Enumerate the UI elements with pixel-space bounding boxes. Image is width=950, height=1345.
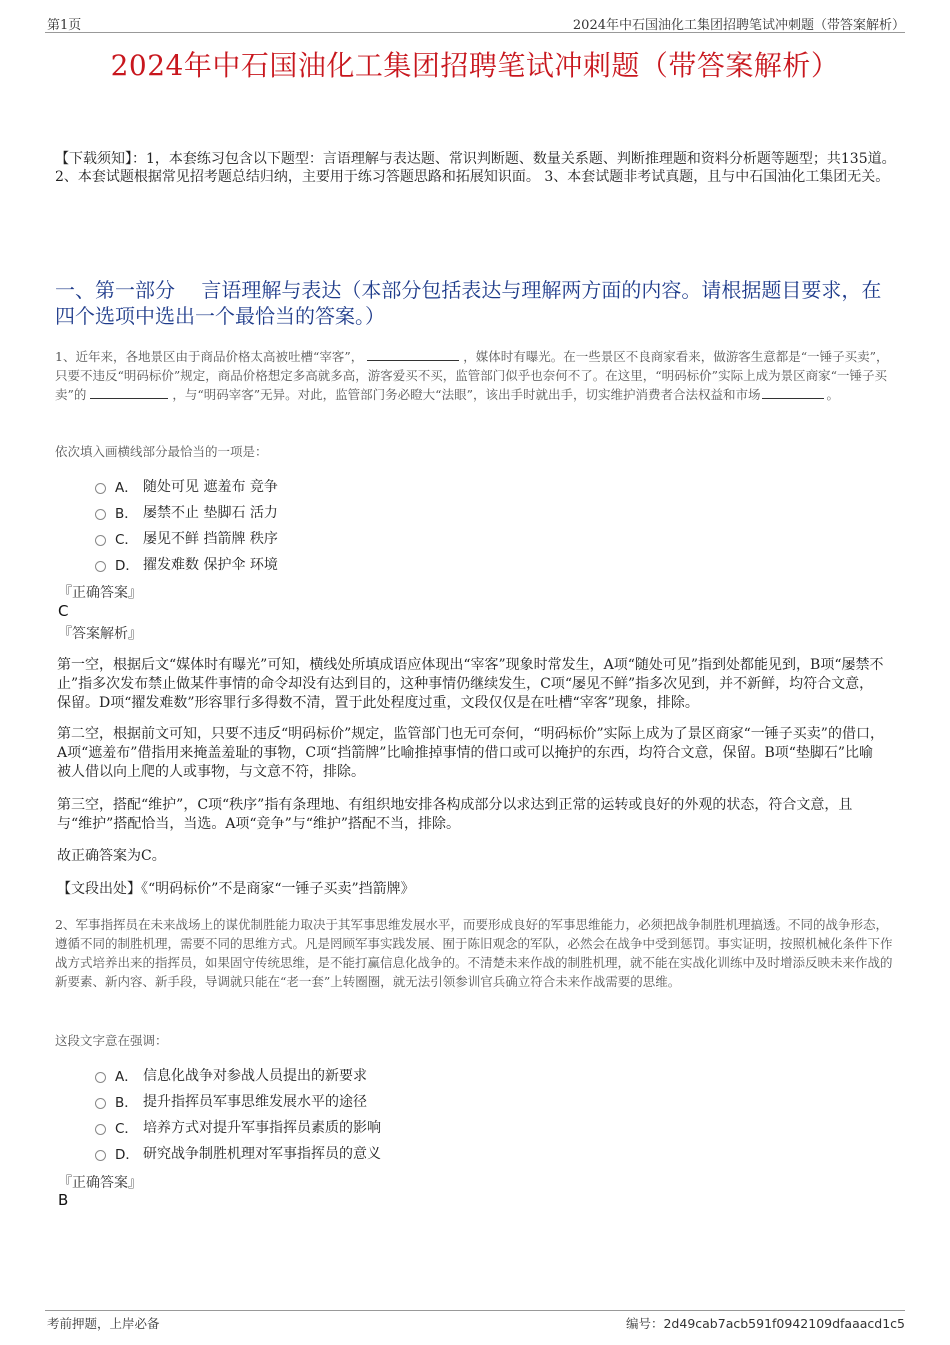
- analysis-paragraph-3: 第三空，搭配“维护”，C项“秩序”指有条理地、有组织地安排各构成部分以求达到正常的运转或良好的外观的状态，符合文意，且与“维护”搭配恰当，当选。A项“竞争”与“维护”搭配不当，排除。: [57, 797, 853, 832]
- radio-icon[interactable]: [95, 1150, 106, 1161]
- blank-2: [90, 386, 168, 399]
- correct-answer: C: [58, 602, 69, 620]
- analysis-conclusion: 故正确答案为C。: [57, 848, 166, 864]
- option-text: 擢发难数 保护伞 环境: [143, 557, 278, 573]
- question-1-text-d: 。: [826, 387, 839, 402]
- question-1-stem: [55, 347, 900, 404]
- option-text: 信息化战争对参战人员提出的新要求: [143, 1068, 367, 1084]
- option-letter: D．: [115, 558, 139, 574]
- footer-divider: [45, 1310, 905, 1311]
- radio-icon[interactable]: [95, 1098, 106, 1109]
- option-a[interactable]: [95, 473, 278, 499]
- section-heading: 一、第一部分 言语理解与表达（本部分包括表达与理解两方面的内容。请根据题目要求，在四个选项中选出一个最恰当的答案。）: [55, 278, 882, 328]
- radio-icon[interactable]: [95, 1072, 106, 1083]
- option-letter: A．: [115, 1069, 138, 1085]
- option-text: 随处可见 遮羞布 竞争: [143, 479, 278, 495]
- radio-icon[interactable]: [95, 1124, 106, 1135]
- blank-1: [367, 348, 459, 361]
- option-letter: C．: [115, 532, 138, 548]
- footer-code: [626, 1314, 905, 1332]
- option-b[interactable]: [95, 1088, 381, 1114]
- option-letter: B．: [115, 1095, 138, 1111]
- radio-icon[interactable]: [95, 535, 106, 546]
- option-text: 研究战争制胜机理对军事指挥员的意义: [143, 1146, 381, 1162]
- option-d[interactable]: [95, 1140, 381, 1166]
- option-text: 屡见不鲜 挡箭牌 秩序: [143, 531, 278, 547]
- footer-slogan: 考前押题，上岸必备: [47, 1316, 160, 1331]
- question-1-text-a: 1、近年来，各地景区由于商品价格太高被吐槽“宰客”，: [55, 349, 364, 364]
- analysis-paragraph-1: 第一空，根据后文“媒体时有曝光”可知，横线处所填成语应体现出“宰客”现象时常发生，A项“随处可见”指到处都能见到，B项“屡禁不止”指多次发布禁止做某件事情的命令却没有达到目的，这种事情仍继续发生，C项“屡见不鲜”指多次见到，并不新鲜，均符合文意，保留。D项“擢发难数”形容罪行多得数不清，置于此处程度过重，文段仅仅是在吐槽“宰客”现象，排除。: [57, 657, 884, 711]
- option-d[interactable]: [95, 551, 278, 577]
- question-1-text-b: ，媒体时有曝光。在一些景区不良商家看来，做游客生意都是“一锤子买卖”，只要不违反“明码标价”规定，商品价格想定多高就多高，游客爱买不买，监管部门似乎也奈何不了。在这里，“明码标价”实际上成为景区商家“一锤子买卖”的: [55, 349, 889, 402]
- correct-answer-label: 『正确答案』: [58, 585, 142, 601]
- blank-3: [762, 386, 824, 399]
- option-b[interactable]: [95, 499, 278, 525]
- header-divider: [45, 32, 905, 33]
- question-2-stem: 2、军事指挥员在未来战场上的谋优制胜能力取决于其军事思维发展水平，而要形成良好的军事思维能力，必须把战争制胜机理搞透。不同的战争形态，遵循不同的制胜机理，需要不同的思维方式。凡是罔顾军事实践发展、囿于陈旧观念的军队，必然会在战争中受到惩罚。事实证明，按照机械化条件下作战方式培养出来的指挥员，如果固守传统思维，是不能打赢信息化战争的。不清楚未来作战的制胜机理，就不能在实战化训练中及时增添反映未来作战的新要素、新内容、新手段，导调就只能在“老一套”上转圈圈，就无法引领参训官兵确立符合未来作战需要的思维。: [55, 917, 893, 989]
- document-title: 2024年中石国油化工集团招聘笔试冲刺题（带答案解析）: [110, 49, 840, 82]
- radio-icon[interactable]: [95, 483, 106, 494]
- option-letter: B．: [115, 506, 138, 522]
- download-notice: 【下载须知】：1，本套练习包含以下题型：言语理解与表达题、常识判断题、数量关系题、判断推理题和资料分析题等题型；共135道。 2、本套试题根据常见招考题总结归纳，主要用于练习答题思路和拓展知识面。 3、本套试题非考试真题，且与中石国油化工集团无关。: [55, 151, 896, 185]
- option-text: 屡禁不止 垫脚石 活力: [143, 505, 278, 521]
- correct-answer: B: [58, 1191, 69, 1209]
- question-1-text-c: ，与“明码宰客”无异。对此，监管部门务必瞪大“法眼”，该出手时就出手，切实维护消费者合法权益和市场: [172, 387, 761, 402]
- option-letter: C．: [115, 1121, 138, 1137]
- page-number: 第1页: [47, 18, 82, 33]
- option-text: 培养方式对提升军事指挥员素质的影响: [143, 1120, 381, 1136]
- option-a[interactable]: [95, 1062, 381, 1088]
- option-letter: D．: [115, 1147, 139, 1163]
- option-c[interactable]: [95, 1114, 381, 1140]
- question-1-prompt: 依次填入画横线部分最恰当的一项是：: [55, 444, 268, 459]
- option-c[interactable]: [95, 525, 278, 551]
- radio-icon[interactable]: [95, 509, 106, 520]
- correct-answer-label: 『正确答案』: [58, 1175, 142, 1191]
- radio-icon[interactable]: [95, 561, 106, 572]
- source-citation: 【文段出处】《“明码标价”不是商家“一锤子买卖”挡箭牌》: [57, 881, 415, 897]
- running-title: 2024年中石国油化工集团招聘笔试冲刺题（带答案解析）: [572, 18, 905, 33]
- question-2-options: [95, 1062, 381, 1166]
- code-value: 2d49cab7acb591f0942109dfaaacd1c5: [663, 1316, 905, 1331]
- option-text: 提升指挥员军事思维发展水平的途径: [143, 1094, 367, 1110]
- code-label: 编号：: [625, 1316, 664, 1331]
- analysis-label: 『答案解析』: [58, 626, 142, 642]
- analysis-paragraph-2: 第二空，根据前文可知，只要不违反“明码标价”规定，监管部门也无可奈何，“明码标价”实际上成为了景区商家“一锤子买卖”的借口，A项“遮羞布”借指用来掩盖羞耻的事物，C项“挡箭牌”比喻推掉事情的借口或可以掩护的东西，均符合文意，保留。B项“垫脚石”比喻被人借以向上爬的人或事物，与文意不符，排除。: [57, 726, 884, 780]
- question-2-prompt: 这段文字意在强调：: [55, 1033, 168, 1048]
- question-1-options: [95, 473, 278, 577]
- option-letter: A．: [115, 480, 138, 496]
